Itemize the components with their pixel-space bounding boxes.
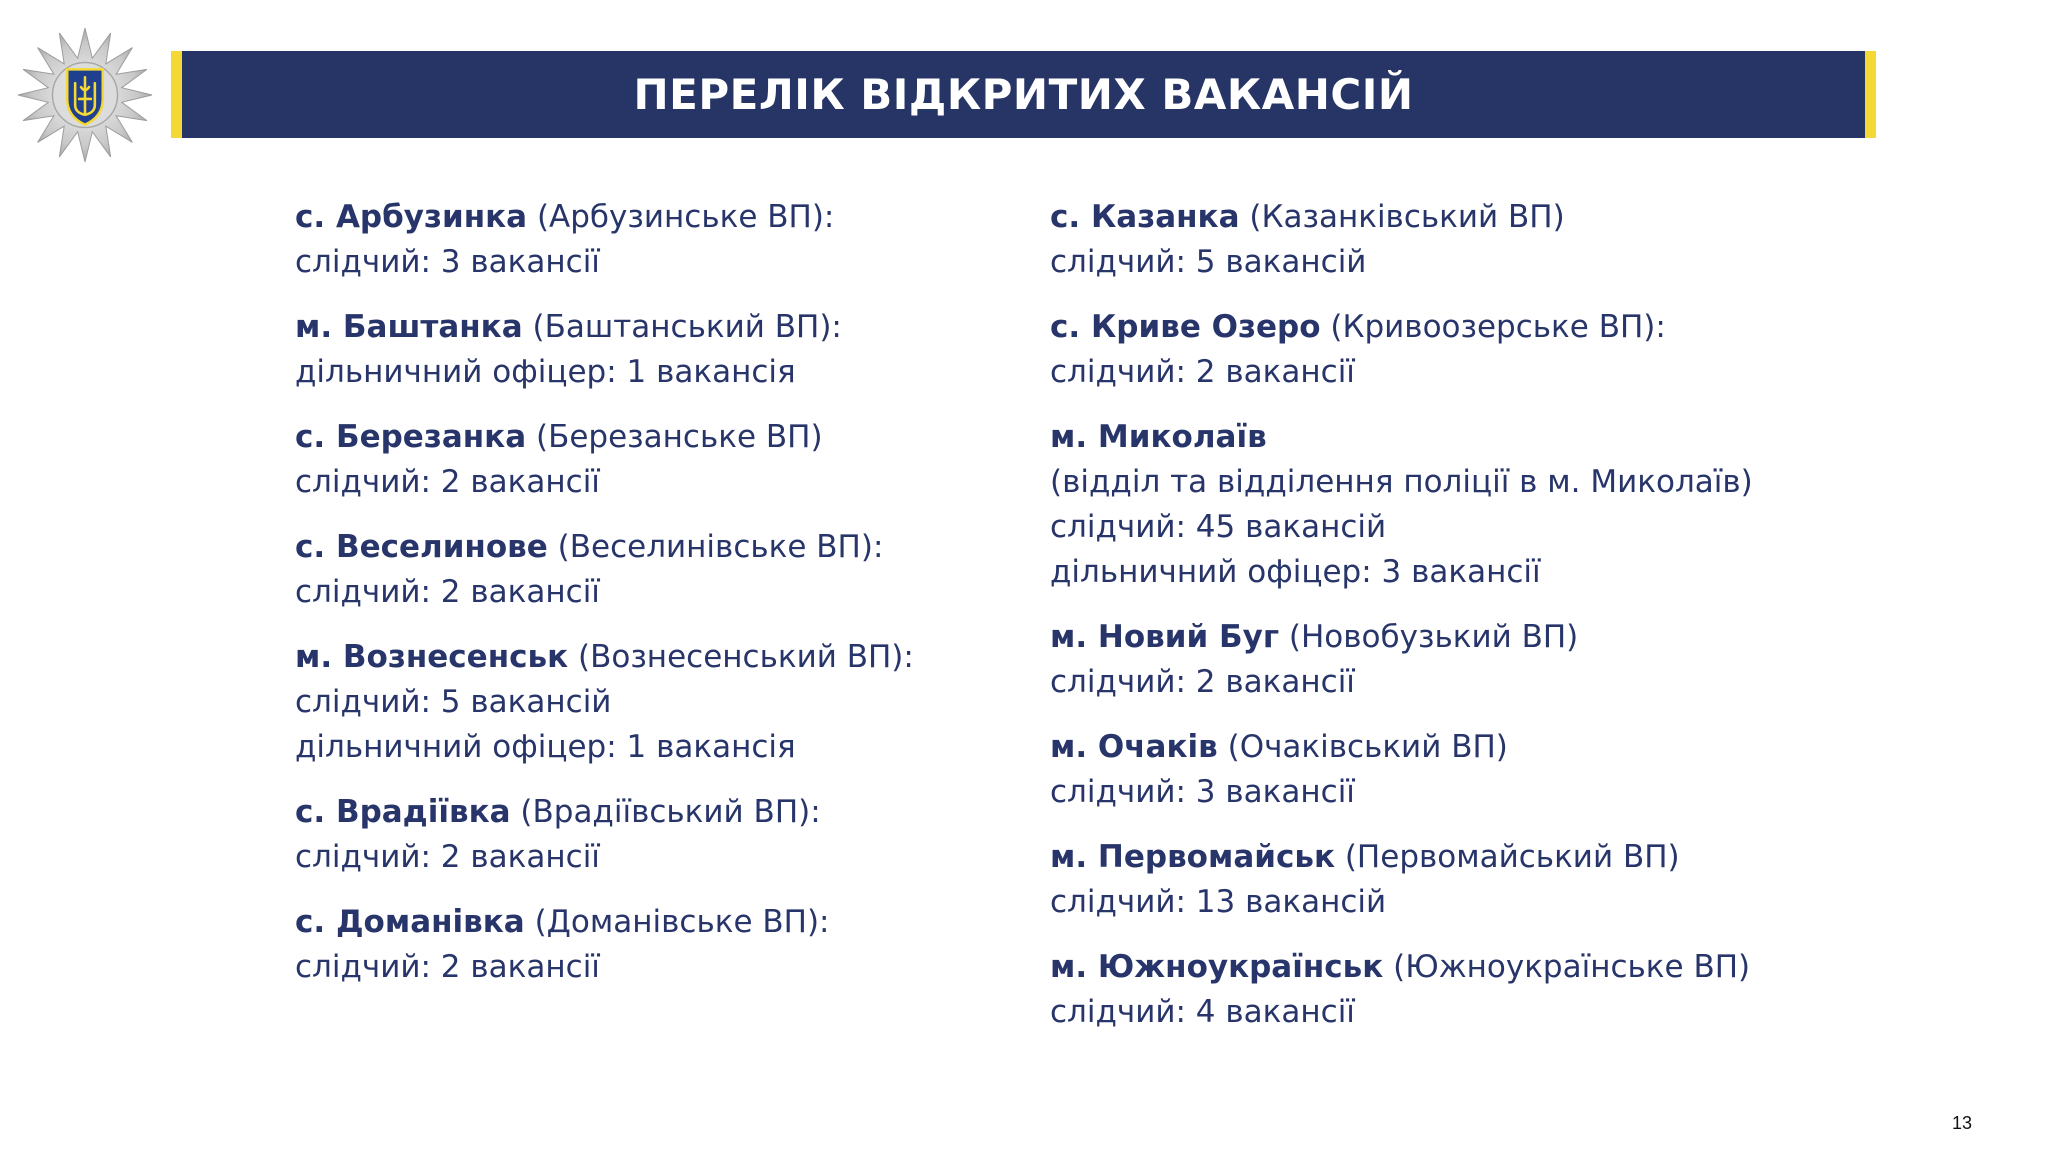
vacancy-entry — [295, 635, 1015, 770]
vacancy-line: слідчий: 13 вакансій — [1050, 884, 1387, 920]
vacancy-line: слідчий: 45 вакансій — [1050, 509, 1387, 545]
place-name: с. Веселинове — [295, 529, 548, 565]
vacancy-entry — [1050, 305, 1950, 395]
place-name: с. Казанка — [1050, 199, 1240, 235]
police-unit: (Южноукраїнське ВП) — [1383, 949, 1751, 985]
entry-heading — [295, 635, 1015, 680]
vacancy-line: (відділ та відділення поліції в м. Миколаїв) — [1050, 464, 1753, 500]
place-name: с. Арбузинка — [295, 199, 528, 235]
place-name: с. Березанка — [295, 419, 527, 455]
vacancy-line: дільничний офіцер: 1 вакансія — [295, 729, 796, 765]
place-name: м. Баштанка — [295, 309, 523, 345]
entry-heading — [1050, 615, 1950, 660]
entry-heading — [295, 195, 1015, 240]
police-unit: (Арбузинське ВП): — [527, 199, 835, 235]
vacancy-entry — [1050, 725, 1950, 815]
vacancy-list-right — [1050, 195, 1950, 1055]
vacancy-line: слідчий: 3 вакансії — [295, 244, 600, 280]
place-name: с. Врадіївка — [295, 794, 511, 830]
vacancy-line: слідчий: 3 вакансії — [1050, 774, 1355, 810]
police-unit: (Веселинівське ВП): — [547, 529, 884, 565]
police-unit: (Вознесенський ВП): — [568, 639, 914, 675]
vacancy-line: дільничний офіцер: 1 вакансія — [295, 354, 796, 390]
entry-heading — [295, 305, 1015, 350]
entry-heading — [1050, 945, 1950, 990]
vacancy-line: слідчий: 2 вакансії — [1050, 664, 1355, 700]
vacancy-entry — [1050, 835, 1950, 925]
entry-heading — [295, 525, 1015, 570]
place-name: с. Доманівка — [295, 904, 525, 940]
vacancy-line: слідчий: 2 вакансії — [295, 949, 600, 985]
vacancy-entry — [295, 900, 1015, 990]
vacancy-entry — [295, 525, 1015, 615]
place-name: м. Очаків — [1050, 729, 1218, 765]
vacancy-entry — [295, 790, 1015, 880]
entry-heading — [1050, 415, 1950, 460]
vacancy-line: слідчий: 5 вакансій — [1050, 244, 1367, 280]
police-unit: (Казанківський ВП) — [1239, 199, 1565, 235]
vacancy-line: дільничний офіцер: 3 вакансії — [1050, 554, 1541, 590]
police-unit: (Новобузький ВП) — [1279, 619, 1579, 655]
vacancy-entry — [1050, 415, 1950, 595]
entry-heading — [295, 900, 1015, 945]
vacancy-entry — [295, 195, 1015, 285]
police-unit: (Баштанський ВП): — [522, 309, 842, 345]
police-emblem-icon — [16, 26, 154, 164]
police-unit: (Врадіївський ВП): — [510, 794, 821, 830]
vacancy-entry — [295, 415, 1015, 505]
police-unit: (Очаківський ВП) — [1217, 729, 1508, 765]
page-number: 13 — [1951, 1113, 1972, 1133]
page-title: ПЕРЕЛІК ВІДКРИТИХ ВАКАНСІЙ — [633, 70, 1414, 119]
entry-heading — [1050, 305, 1950, 350]
entry-heading — [295, 415, 1015, 460]
vacancy-line: слідчий: 2 вакансії — [295, 464, 600, 500]
police-unit: (Доманівське ВП): — [524, 904, 830, 940]
place-name: с. Криве Озеро — [1050, 309, 1321, 345]
entry-heading — [1050, 195, 1950, 240]
police-unit: (Первомайський ВП) — [1334, 839, 1680, 875]
entry-heading — [1050, 835, 1950, 880]
vacancy-entry — [1050, 615, 1950, 705]
place-name: м. Новий Буг — [1050, 619, 1280, 655]
vacancy-line: слідчий: 4 вакансії — [1050, 994, 1355, 1030]
entry-heading — [295, 790, 1015, 835]
place-name: м. Южноукраїнськ — [1050, 949, 1384, 985]
vacancy-line: слідчий: 2 вакансії — [295, 574, 600, 610]
police-unit: (Березанське ВП) — [526, 419, 823, 455]
entry-heading — [1050, 725, 1950, 770]
vacancy-list-left — [295, 195, 1015, 1010]
place-name: м. Первомайськ — [1050, 839, 1335, 875]
vacancy-entry — [1050, 945, 1950, 1035]
title-banner — [171, 51, 1876, 138]
vacancy-line: слідчий: 2 вакансії — [295, 839, 600, 875]
vacancy-line: слідчий: 5 вакансій — [295, 684, 612, 720]
place-name: м. Вознесенськ — [295, 639, 569, 675]
vacancy-entry — [1050, 195, 1950, 285]
police-unit: (Кривоозерське ВП): — [1320, 309, 1666, 345]
vacancy-line: слідчий: 2 вакансії — [1050, 354, 1355, 390]
place-name: м. Миколаїв — [1050, 419, 1267, 455]
vacancy-entry — [295, 305, 1015, 395]
